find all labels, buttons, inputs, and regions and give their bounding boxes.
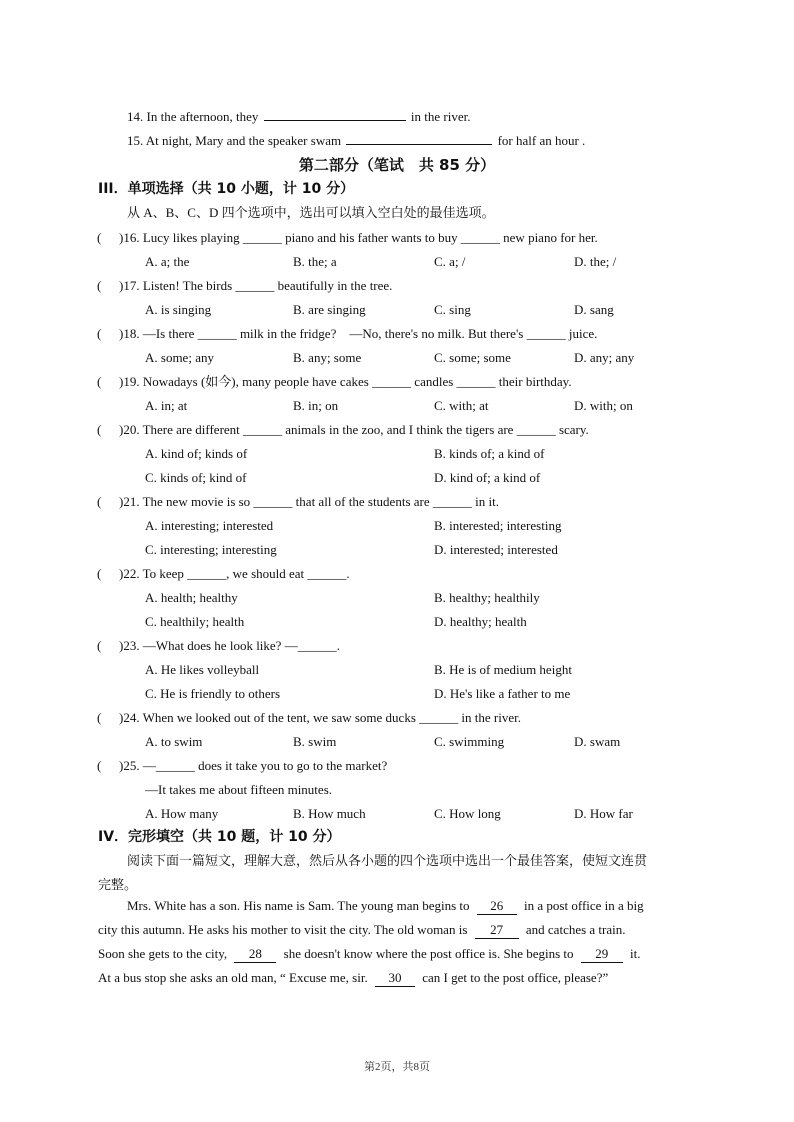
- q18-option-d[interactable]: D. any; any: [574, 350, 635, 365]
- passage-line-4: [98, 970, 608, 987]
- passage-text: city this autumn. He asks his mother to visit the city. The old woman is: [98, 922, 468, 937]
- q24-option-a[interactable]: A. to swim: [145, 734, 203, 749]
- answer-blank[interactable]: [264, 108, 406, 121]
- passage-text: Mrs. White has a son. His name is Sam. The young man begins to: [127, 898, 470, 913]
- page-footer: 第2页，共8页: [364, 1061, 430, 1073]
- question-20-stem: )20. There are different ______ animals in the zoo, and I think the tigers are ______ scary.: [119, 422, 589, 437]
- answer-paren[interactable]: (: [97, 374, 102, 389]
- q25-option-d[interactable]: D. How far: [574, 806, 633, 821]
- q21-option-d[interactable]: D. interested; interested: [434, 542, 558, 557]
- answer-paren[interactable]: (: [97, 758, 102, 773]
- cloze-blank-27[interactable]: 27: [475, 922, 519, 939]
- answer-paren[interactable]: (: [97, 638, 102, 653]
- q24-option-c[interactable]: C. swimming: [434, 734, 505, 749]
- cloze-blank-26[interactable]: 26: [477, 898, 517, 915]
- section-4-instruction-2: 完整。: [98, 877, 138, 892]
- q17-option-a[interactable]: A. is singing: [145, 302, 212, 317]
- section-3-instruction: 从 A、B、C、D 四个选项中，选出可以填入空白处的最佳选项。: [127, 205, 495, 220]
- q16-option-b[interactable]: B. the; a: [293, 254, 337, 269]
- q22-option-a[interactable]: A. health; healthy: [145, 590, 238, 605]
- passage-line-2: [98, 922, 626, 939]
- passage-text: At a bus stop she asks an old man, “ Excuse me, sir.: [98, 970, 368, 985]
- q17-option-b[interactable]: B. are singing: [293, 302, 366, 317]
- q25-option-a[interactable]: A. How many: [145, 806, 219, 821]
- item-15-after: for half an hour .: [497, 133, 586, 148]
- question-21-stem: )21. The new movie is so ______ that all of the students are ______ in it.: [119, 494, 499, 509]
- cloze-blank-30[interactable]: 30: [375, 970, 415, 987]
- passage-text: and catches a train.: [525, 922, 626, 937]
- item-15-before: 15. At night, Mary and the speaker swam: [127, 133, 342, 148]
- question-19-stem: )19. Nowadays (如今), many people have cakes ______ candles ______ their birthday.: [119, 374, 572, 389]
- q24-option-b[interactable]: B. swim: [293, 734, 337, 749]
- question-18-stem: )18. —Is there ______ milk in the fridge? —No, there's no milk. But there's ______ juice.: [119, 326, 598, 341]
- answer-paren[interactable]: (: [97, 422, 102, 437]
- q17-option-c[interactable]: C. sing: [434, 302, 471, 317]
- q19-option-c[interactable]: C. with; at: [434, 398, 489, 413]
- q16-option-d[interactable]: D. the; /: [574, 254, 617, 269]
- passage-text: it.: [630, 946, 641, 961]
- q20-option-d[interactable]: D. kind of; a kind of: [434, 470, 541, 485]
- q22-option-c[interactable]: C. healthily; health: [145, 614, 245, 629]
- q24-option-d[interactable]: D. swam: [574, 734, 621, 749]
- q16-option-c[interactable]: C. a; /: [434, 254, 466, 269]
- q25-option-c[interactable]: C. How long: [434, 806, 501, 821]
- part-two-title: 第二部分（笔试 共 85 分）: [298, 156, 496, 174]
- passage-text: can I get to the post office, please?”: [422, 970, 609, 985]
- q19-option-d[interactable]: D. with; on: [574, 398, 633, 413]
- listening-item-15: [127, 132, 585, 149]
- q16-option-a[interactable]: A. a; the: [145, 254, 190, 269]
- section-4-heading: IV．完形填空（共 10 题，计 10 分）: [98, 829, 341, 845]
- passage-text: she doesn't know where the post office is. She begins to: [283, 946, 574, 961]
- q20-option-c[interactable]: C. kinds of; kind of: [145, 470, 247, 485]
- cloze-blank-29[interactable]: 29: [581, 946, 623, 963]
- q19-option-b[interactable]: B. in; on: [293, 398, 339, 413]
- q22-option-b[interactable]: B. healthy; healthily: [434, 590, 540, 605]
- cloze-blank-28[interactable]: 28: [234, 946, 276, 963]
- section-3-heading: III．单项选择（共 10 小题，计 10 分）: [98, 181, 355, 197]
- q23-option-c[interactable]: C. He is friendly to others: [145, 686, 281, 701]
- q23-option-a[interactable]: A. He likes volleyball: [145, 662, 260, 677]
- q20-option-b[interactable]: B. kinds of; a kind of: [434, 446, 545, 461]
- answer-paren[interactable]: (: [97, 230, 102, 245]
- question-22-stem: )22. To keep ______, we should eat ______.: [119, 566, 350, 581]
- passage-text: in a post office in a big: [524, 898, 644, 913]
- answer-paren[interactable]: (: [97, 278, 102, 293]
- question-25-stem: )25. —______ does it take you to go to the market?: [119, 758, 388, 773]
- question-23-stem: )23. —What does he look like? —______.: [119, 638, 340, 653]
- passage-line-3: [98, 946, 641, 963]
- passage-line-1: [127, 898, 644, 915]
- q17-option-d[interactable]: D. sang: [574, 302, 614, 317]
- item-14-before: 14. In the afternoon, they: [127, 109, 259, 124]
- question-25-reply: —It takes me about fifteen minutes.: [145, 782, 333, 797]
- q22-option-d[interactable]: D. healthy; health: [434, 614, 527, 629]
- section-4-instruction-1: 阅读下面一篇短文，理解大意，然后从各小题的四个选项中选出一个最佳答案，使短文连贯: [127, 853, 648, 868]
- question-17-stem: )17. Listen! The birds ______ beautifully in the tree.: [119, 278, 393, 293]
- item-14-after: in the river.: [410, 109, 471, 124]
- q18-option-b[interactable]: B. any; some: [293, 350, 362, 365]
- passage-text: Soon she gets to the city,: [98, 946, 228, 961]
- answer-paren[interactable]: (: [97, 710, 102, 725]
- question-24-stem: )24. When we looked out of the tent, we saw some ducks ______ in the river.: [119, 710, 521, 725]
- q18-option-c[interactable]: C. some; some: [434, 350, 511, 365]
- q21-option-a[interactable]: A. interesting; interested: [145, 518, 274, 533]
- answer-paren[interactable]: (: [97, 326, 102, 341]
- answer-blank[interactable]: [346, 132, 492, 145]
- q25-option-b[interactable]: B. How much: [293, 806, 366, 821]
- listening-item-14: [127, 108, 470, 125]
- q23-option-b[interactable]: B. He is of medium height: [434, 662, 572, 677]
- answer-paren[interactable]: (: [97, 566, 102, 581]
- q20-option-a[interactable]: A. kind of; kinds of: [145, 446, 248, 461]
- answer-paren[interactable]: (: [97, 494, 102, 509]
- q23-option-d[interactable]: D. He's like a father to me: [434, 686, 571, 701]
- q18-option-a[interactable]: A. some; any: [145, 350, 214, 365]
- question-16-stem: )16. Lucy likes playing ______ piano and his father wants to buy ______ new piano for her.: [119, 230, 598, 245]
- q21-option-c[interactable]: C. interesting; interesting: [145, 542, 277, 557]
- q21-option-b[interactable]: B. interested; interesting: [434, 518, 562, 533]
- q19-option-a[interactable]: A. in; at: [145, 398, 188, 413]
